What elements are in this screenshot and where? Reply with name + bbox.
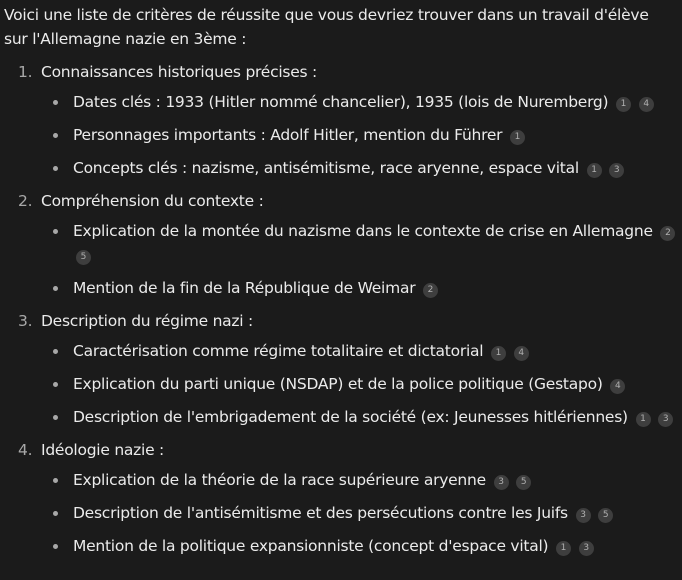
criteria-section [4,438,676,558]
citation-badge[interactable]: 1 [636,412,651,427]
item-text: Personnages importants : Adolf Hitler, mention du Führer [73,126,503,144]
citation-badge[interactable]: 1 [491,346,506,361]
bullet-icon [53,166,58,171]
criteria-list [4,60,676,558]
section-items [41,339,676,429]
citation-badge[interactable]: 1 [587,163,602,178]
item-text: Mention de la politique expansionniste (concept d'espace vital) [73,537,549,555]
item-text: Caractérisation comme régime totalitaire et dictatorial [73,342,484,360]
section-title: Compréhension du contexte : [41,192,264,210]
item-text: Description de l'antisémitisme et des persécutions contre les Juifs [73,504,568,522]
citation-badge[interactable]: 3 [658,412,673,427]
section-number: 4. [18,441,33,459]
section-number: 3. [18,312,33,330]
section-items [41,90,676,180]
item-text: Description de l'embrigadement de la société (ex: Jeunesses hitlériennes) [73,408,628,426]
item-text: Explication du parti unique (NSDAP) et de la police politique (Gestapo) [73,375,603,393]
list-item [41,123,676,147]
item-text: Dates clés : 1933 (Hitler nommé chancelier), 1935 (lois de Nuremberg) [73,93,609,111]
citation-badge[interactable]: 5 [516,475,531,490]
bullet-icon [53,511,58,516]
item-text: Explication de la théorie de la race supérieure aryenne [73,471,486,489]
section-items [41,468,676,558]
list-item [41,276,676,300]
citation-badge[interactable]: 5 [76,250,91,265]
section-title: Description du régime nazi : [41,312,253,330]
list-item [41,405,676,429]
citation-badge[interactable]: 1 [556,541,571,556]
bullet-icon [53,286,58,291]
citation-badge[interactable]: 3 [579,541,594,556]
section-number: 2. [18,192,33,210]
intro-text: Voici une liste de critères de réussite que vous devriez trouver dans un travail d'élève sur l'Allemagne nazie en 3ème : [4,6,649,48]
section-title: Connaissances historiques précises : [41,63,318,81]
bullet-icon [53,349,58,354]
citation-badge[interactable]: 5 [598,508,613,523]
chat-response [4,3,676,567]
item-text: Mention de la fin de la République de Weimar [73,279,416,297]
citation-badge[interactable]: 3 [576,508,591,523]
section-number: 1. [18,63,33,81]
bullet-icon [53,544,58,549]
citation-badge[interactable]: 4 [639,97,654,112]
citation-badge[interactable]: 4 [514,346,529,361]
section-title: Idéologie nazie : [41,441,165,459]
citation-badge[interactable]: 1 [510,130,525,145]
citation-badge[interactable]: 3 [609,163,624,178]
citation-badge[interactable]: 4 [610,379,625,394]
list-item [41,501,676,525]
citation-badge[interactable]: 3 [494,475,509,490]
list-item [41,468,676,492]
list-item [41,372,676,396]
criteria-section [4,60,676,180]
bullet-icon [53,229,58,234]
bullet-icon [53,382,58,387]
section-items [41,219,676,300]
list-item [41,156,676,180]
criteria-section [4,189,676,300]
bullet-icon [53,478,58,483]
list-item [41,339,676,363]
list-item [41,534,676,558]
bullet-icon [53,415,58,420]
bullet-icon [53,133,58,138]
item-text: Concepts clés : nazisme, antisémitisme, race aryenne, espace vital [73,159,579,177]
list-item [41,219,676,267]
citation-badge[interactable]: 2 [423,283,438,298]
bullet-icon [53,100,58,105]
citation-badge[interactable]: 2 [660,226,675,241]
criteria-section [4,309,676,429]
citation-badge[interactable]: 1 [616,97,631,112]
list-item [41,90,676,114]
item-text: Explication de la montée du nazisme dans le contexte de crise en Allemagne [73,222,653,240]
